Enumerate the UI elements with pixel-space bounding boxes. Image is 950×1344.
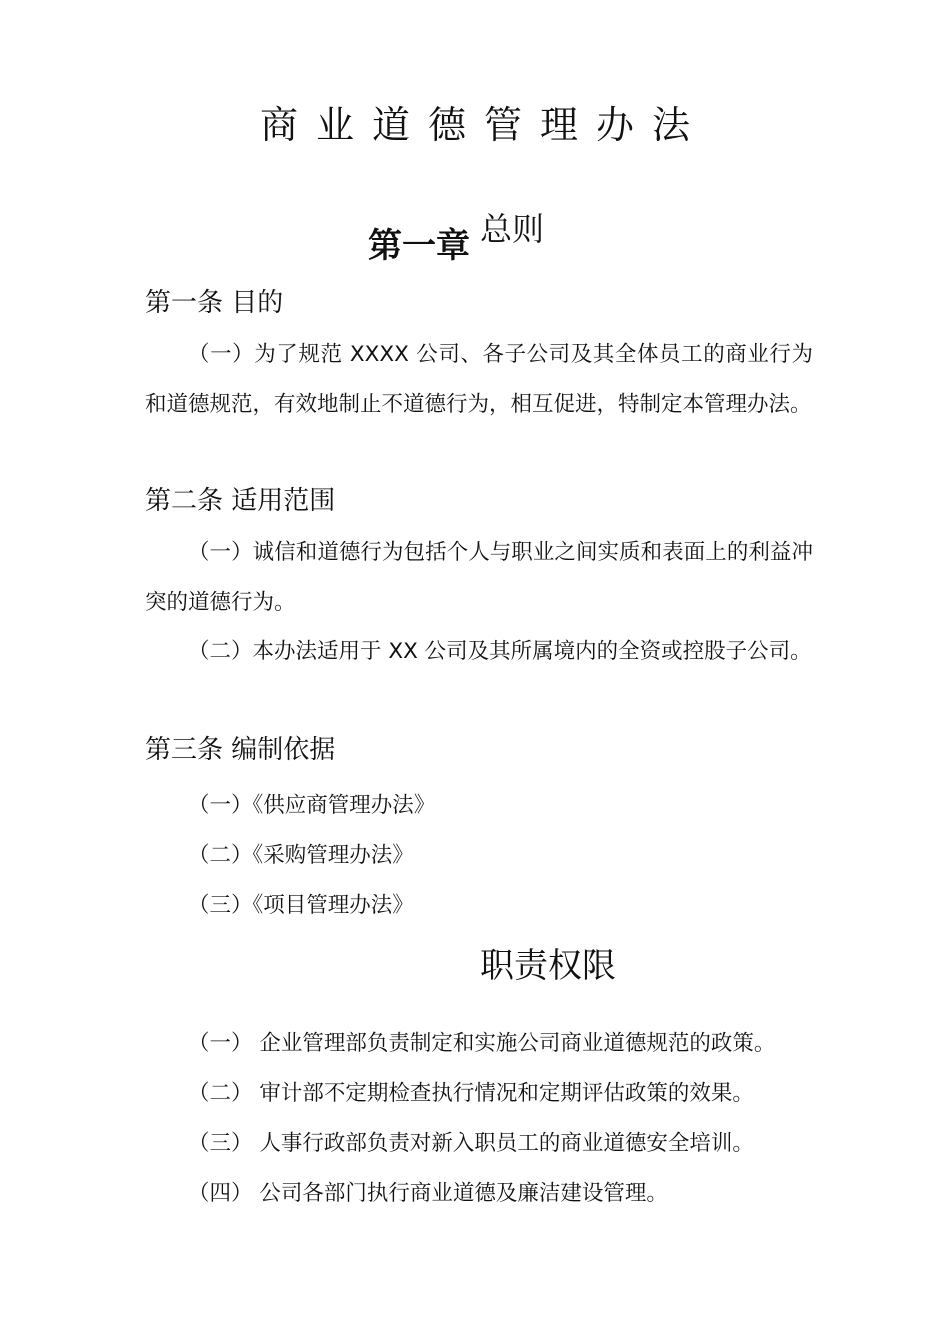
- article-2-heading: 第二条 适用范围: [145, 486, 336, 516]
- duty-item: （四） 公司各部门执行商业道德及廉洁建设管理。: [188, 1181, 668, 1206]
- basis-item: （三）《项目管理办法》: [188, 893, 414, 918]
- article-2-paragraph-1: （一）诚信和道德行为包括个人与职业之间实质和表面上的利益冲突的道德行为。: [145, 540, 813, 615]
- section-heading: 职责权限: [480, 946, 616, 986]
- basis-item: （一）《供应商管理办法》: [188, 793, 436, 818]
- article-3-heading: 第三条 编制依据: [145, 735, 336, 765]
- chapter-name: 总则: [480, 210, 545, 248]
- basis-item: （二）《采购管理办法》: [188, 843, 414, 868]
- duty-item: （三） 人事行政部负责对新入职员工的商业道德安全培训。: [188, 1131, 754, 1156]
- duty-item: （一） 企业管理部负责制定和实施公司商业道德规范的政策。: [188, 1031, 776, 1056]
- chapter-number: 第一章: [368, 226, 470, 266]
- document-title: 商业道德管理办法: [259, 103, 708, 147]
- duty-item: （二） 审计部不定期检查执行情况和定期评估政策的效果。: [188, 1081, 754, 1106]
- article-1-heading: 第一条 目的: [145, 288, 284, 318]
- article-1-paragraph: （一）为了规范 XXXX 公司、各子公司及其全体员工的商业行为和道德规范，有效地制止不道德行为，相互促进，特制定本管理办法。: [145, 342, 813, 417]
- article-2-paragraph-2: （二）本办法适用于 XX 公司及其所属境内的全资或控股子公司。: [188, 639, 812, 664]
